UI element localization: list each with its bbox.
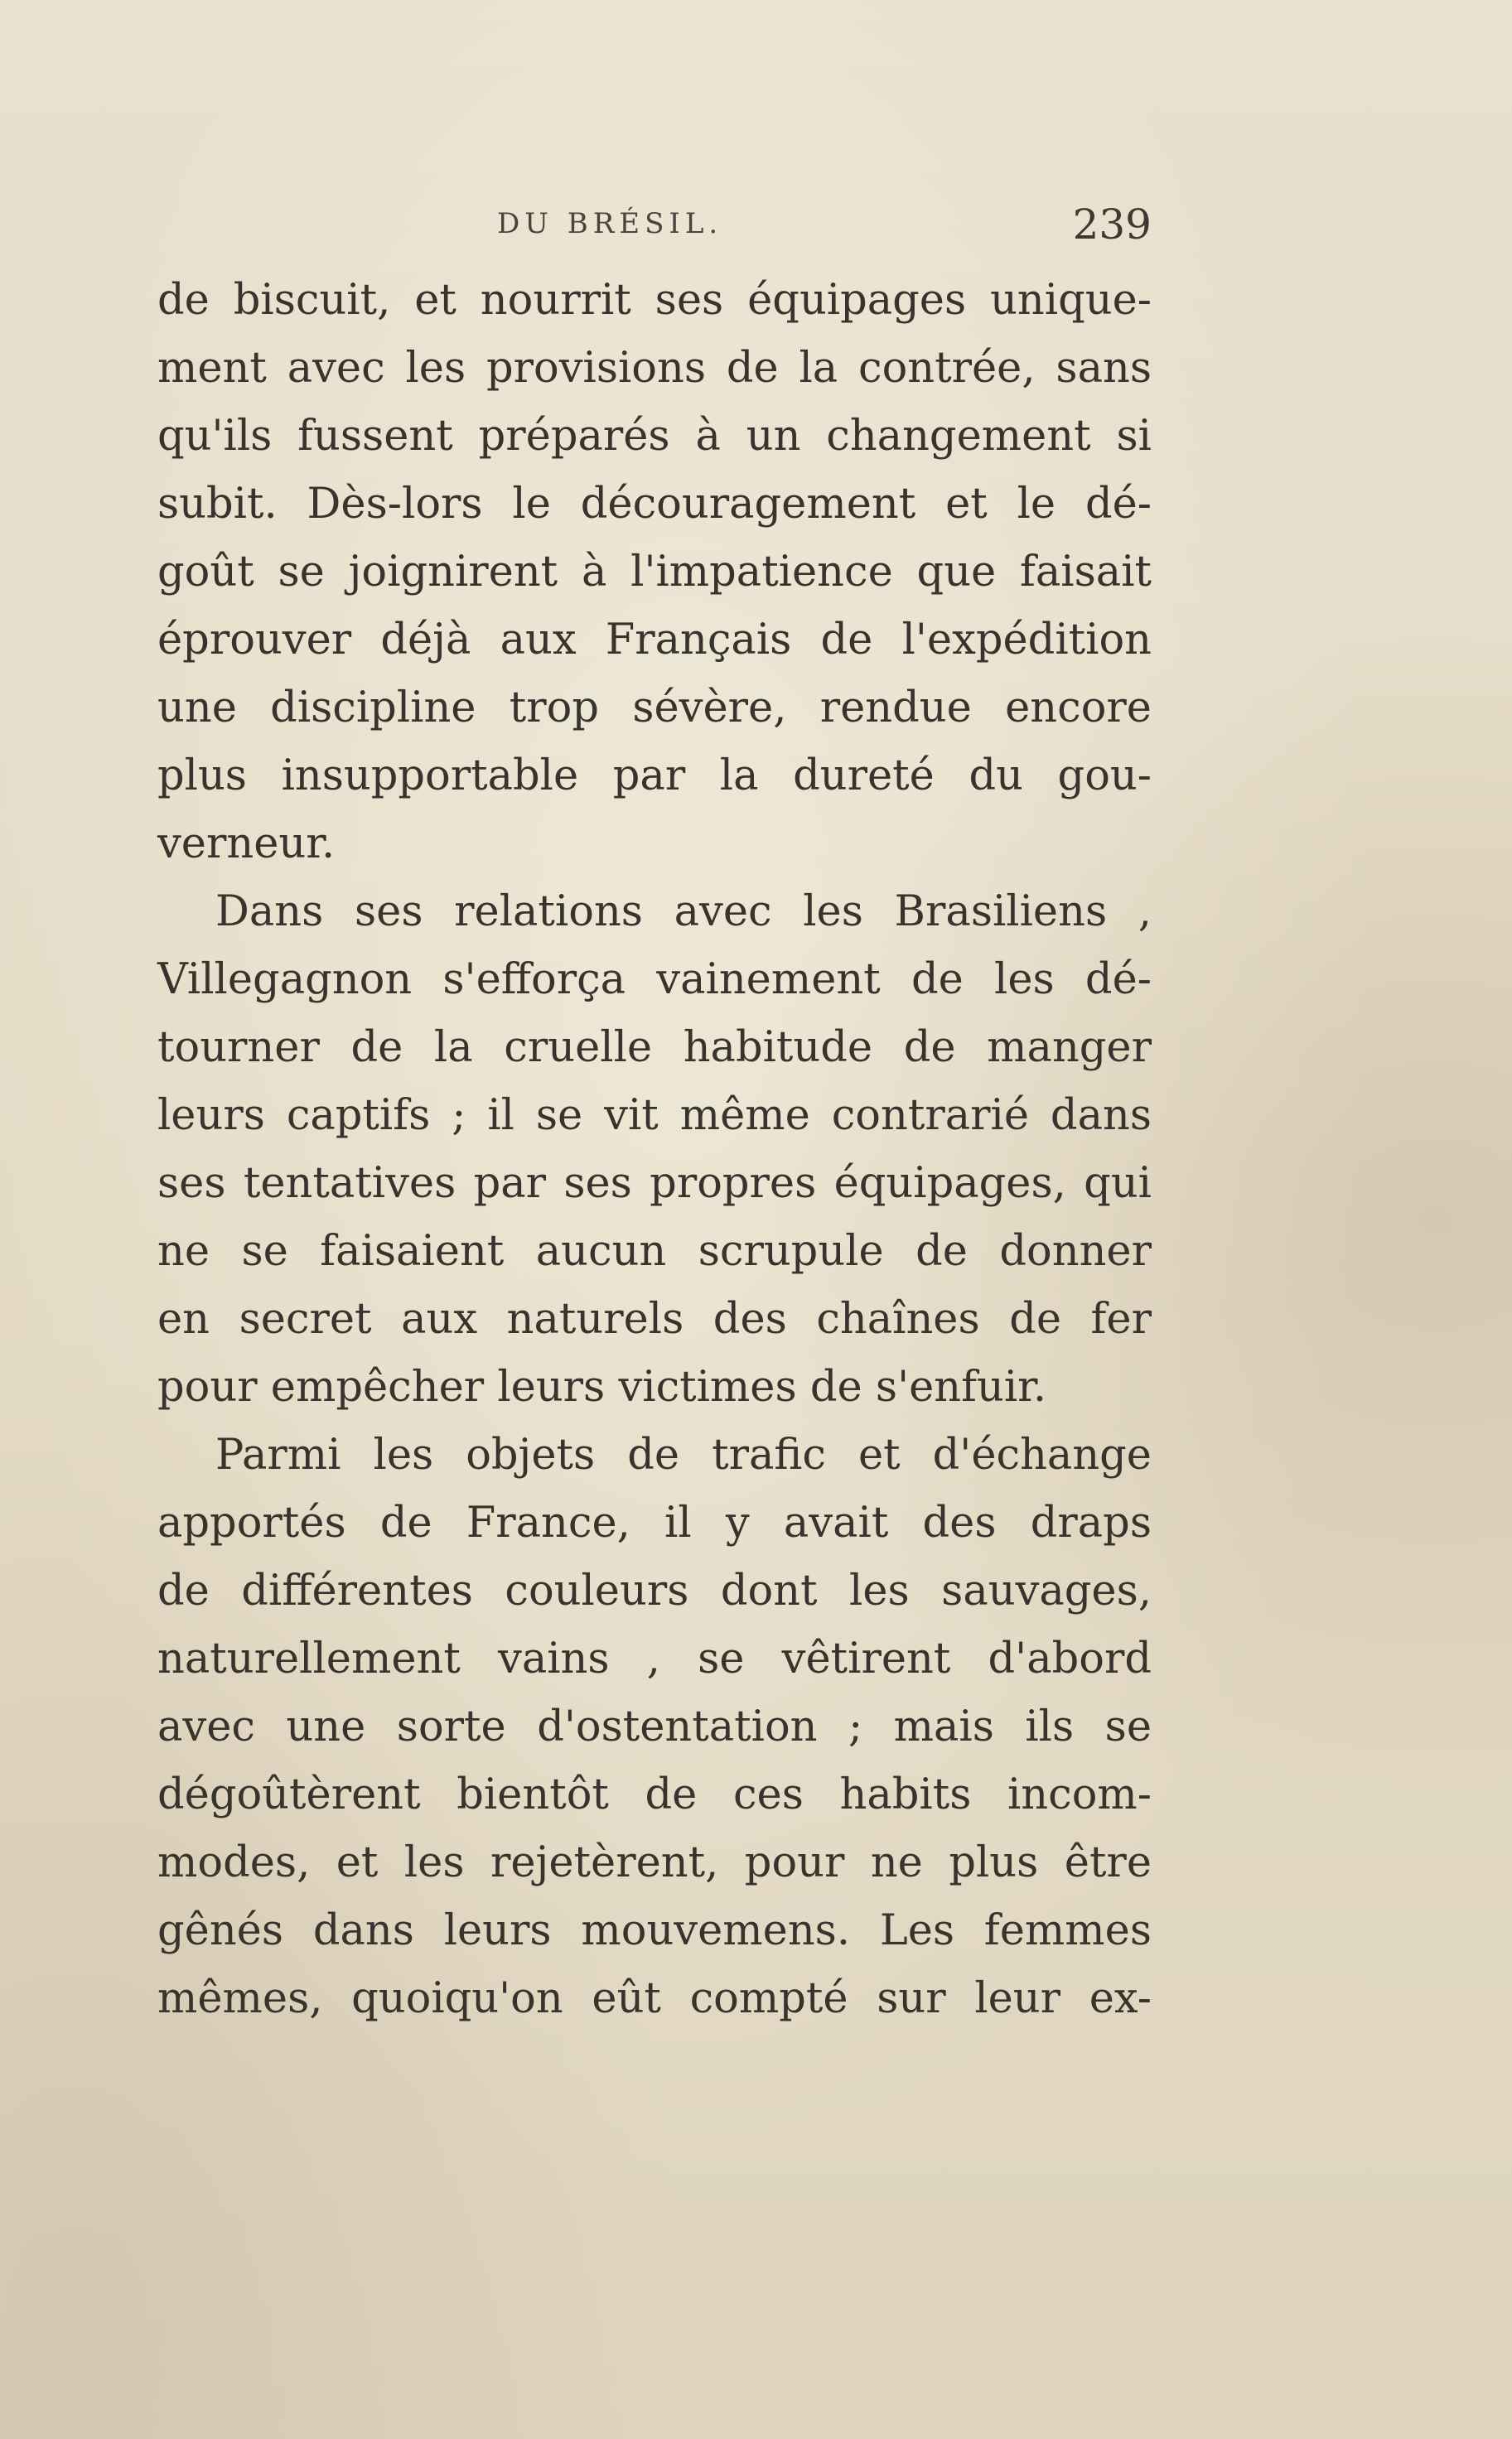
text-line: subit. Dès-lors le découragement et le dé- bbox=[157, 480, 1152, 529]
text-line: de biscuit, et nourrit ses équipages unique- bbox=[157, 276, 1152, 325]
text-line: ment avec les provisions de la contrée, sans bbox=[157, 344, 1152, 393]
text-line: une discipline trop sévère, rendue encore bbox=[157, 683, 1152, 732]
text-line: verneur. bbox=[157, 819, 336, 868]
text-line: ses tentatives par ses propres équipages, qui bbox=[157, 1159, 1152, 1208]
text-line: dégoûtèrent bientôt de ces habits incom- bbox=[157, 1770, 1152, 1819]
paragraph-start-line: Parmi les objets de trafic et d'échange bbox=[215, 1431, 1152, 1480]
page-number: 239 bbox=[1072, 200, 1152, 249]
text-line: de différentes couleurs dont les sauvages, bbox=[157, 1567, 1152, 1616]
running-head: DU BRÉSIL. bbox=[497, 207, 723, 240]
text-line: plus insupportable par la dureté du gou- bbox=[157, 751, 1152, 800]
paragraph-start-line: Dans ses relations avec les Brasiliens , bbox=[215, 887, 1152, 936]
text-line: avec une sorte d'ostentation ; mais ils se bbox=[157, 1702, 1152, 1751]
text-line: mêmes, quoiqu'on eût compté sur leur ex- bbox=[157, 1974, 1152, 2023]
text-line: leurs captifs ; il se vit même contrarié dans bbox=[157, 1091, 1152, 1140]
text-line: éprouver déjà aux Français de l'expédition bbox=[157, 616, 1152, 664]
body-text bbox=[157, 267, 1152, 2033]
text-line: en secret aux naturels des chaînes de fer bbox=[157, 1295, 1152, 1344]
text-line: tourner de la cruelle habitude de manger bbox=[157, 1023, 1152, 1072]
text-line: goût se joignirent à l'impatience que faisait bbox=[157, 548, 1152, 596]
text-line: ne se faisaient aucun scrupule de donner bbox=[157, 1227, 1152, 1276]
text-line: qu'ils fussent préparés à un changement si bbox=[157, 412, 1152, 461]
text-line: naturellement vains , se vêtirent d'abord bbox=[157, 1635, 1152, 1683]
text-line: pour empêcher leurs victimes de s'enfuir. bbox=[157, 1363, 1047, 1412]
text-line: Villegagnon s'efforça vainement de les dé- bbox=[157, 955, 1152, 1004]
text-line: modes, et les rejetèrent, pour ne plus être bbox=[157, 1838, 1152, 1887]
text-line: apportés de France, il y avait des draps bbox=[157, 1499, 1152, 1548]
text-line: gênés dans leurs mouvemens. Les femmes bbox=[157, 1906, 1152, 1955]
page-header bbox=[157, 200, 1152, 250]
